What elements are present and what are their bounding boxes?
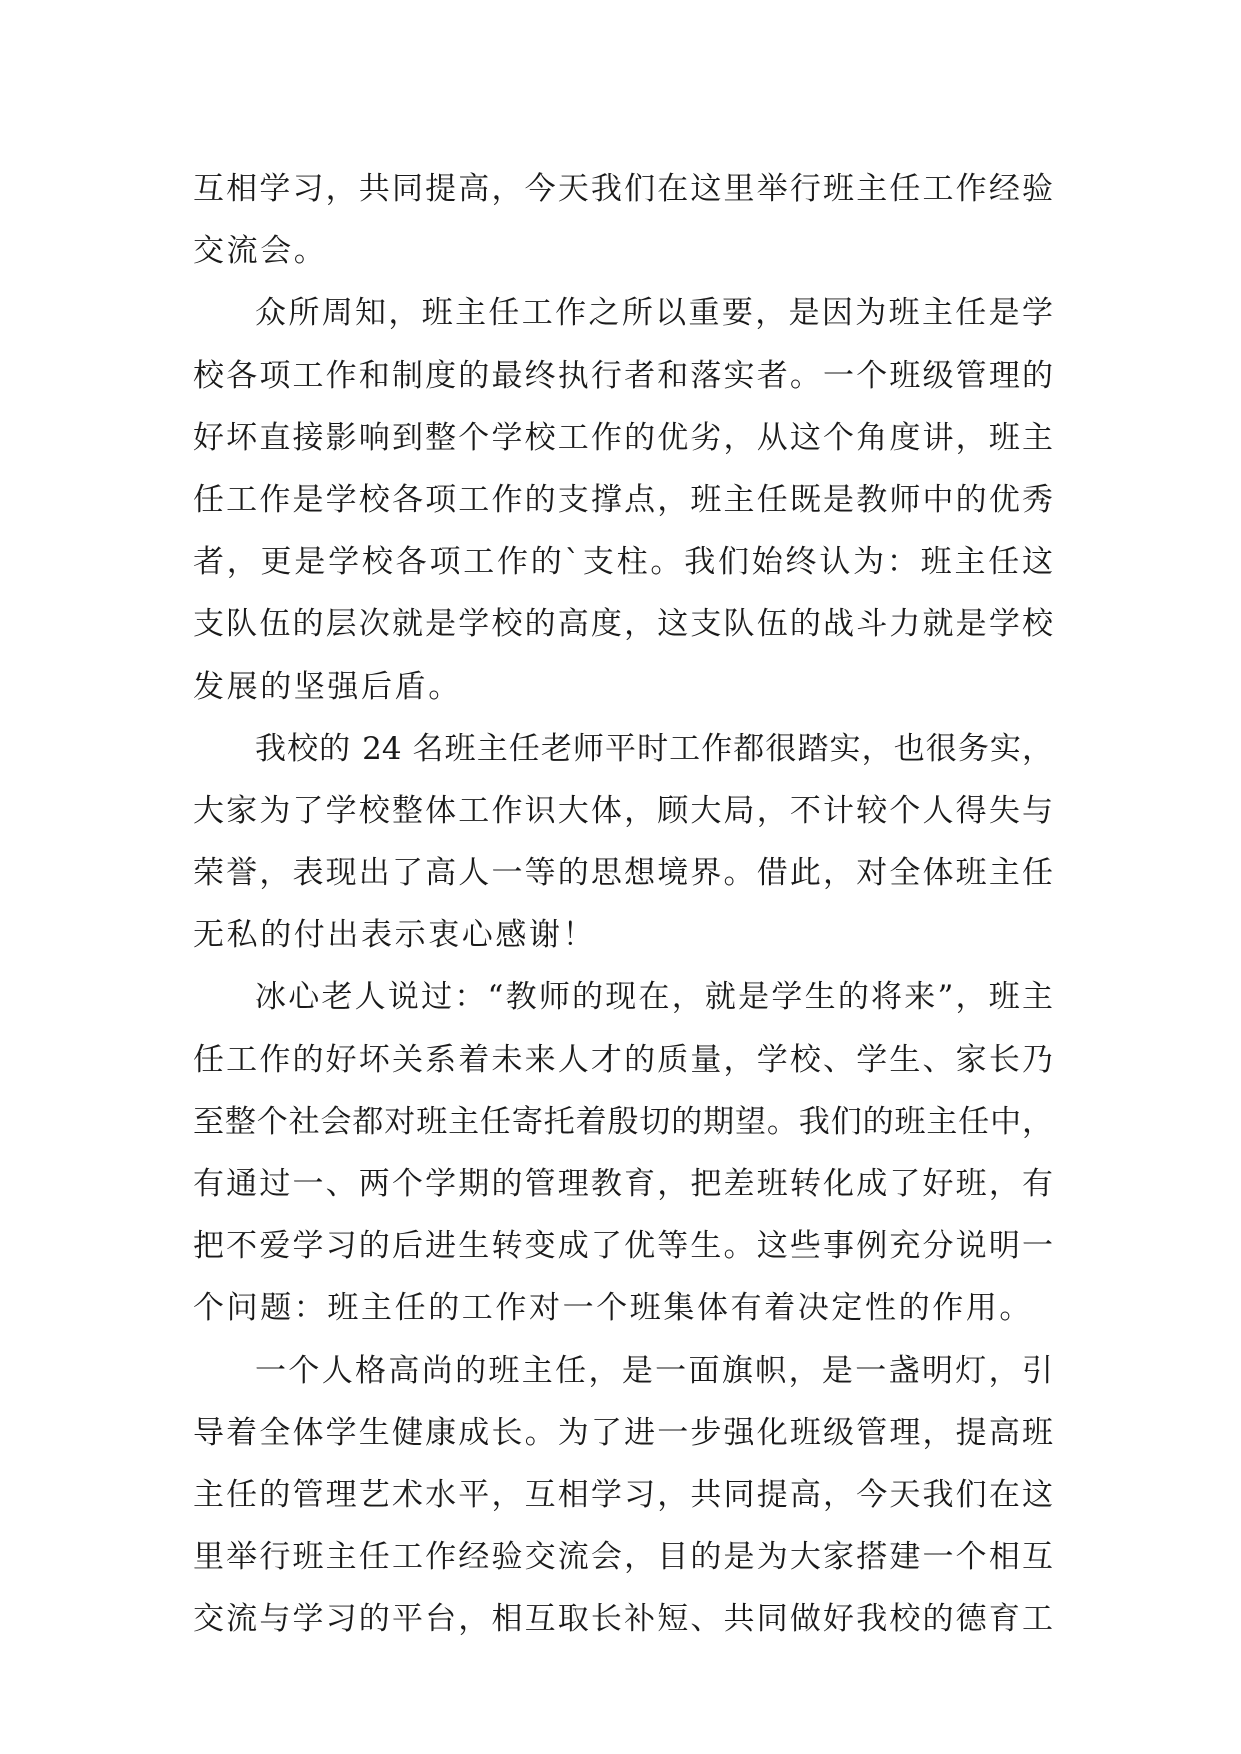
- text-line: 里举行班主任工作经验交流会，目的是为大家搭建一个相互: [193, 1539, 1053, 1576]
- paragraph-first-line: 一个人格高尚的班主任，是一面旗帜，是一盏明灯，引: [255, 1352, 1053, 1389]
- text-line: 主任的管理艺术水平，互相学习，共同提高，今天我们在这: [193, 1476, 1053, 1513]
- text-line: 交流与学习的平台，相互取长补短、共同做好我校的德育工: [193, 1601, 1053, 1638]
- text-line: 校各项工作和制度的最终执行者和落实者。一个班级管理的: [193, 357, 1053, 394]
- document-body: [193, 158, 1053, 1651]
- text-line: 任工作是学校各项工作的支撑点，班主任既是教师中的优秀: [193, 481, 1053, 518]
- text-line: 任工作的好坏关系着未来人才的质量，学校、学生、家长乃: [193, 1041, 1053, 1078]
- text-line: 把不爱学习的后进生转变成了优等生。这些事例充分说明一: [193, 1228, 1053, 1265]
- text-line: 个问题：班主任的工作对一个班集体有着决定性的作用。: [193, 1290, 1033, 1327]
- text-line: 交流会。: [193, 233, 328, 270]
- text-line: 荣誉，表现出了高人一等的思想境界。借此，对全体班主任: [193, 855, 1053, 892]
- text-line: 有通过一、两个学期的管理教育，把差班转化成了好班，有: [193, 1166, 1053, 1202]
- paragraph-first-line: 冰心老人说过：“教师的现在，就是学生的将来”，班主: [255, 979, 1053, 1016]
- text-line: 大家为了学校整体工作识大体，顾大局，不计较个人得失与: [193, 792, 1053, 829]
- text-line: 无私的付出表示衷心感谢！: [193, 917, 597, 954]
- paragraph-first-line: 众所周知，班主任工作之所以重要，是因为班主任是学: [255, 295, 1053, 332]
- text-line: 互相学习，共同提高，今天我们在这里举行班主任工作经验: [193, 171, 1053, 207]
- text-line: 支队伍的层次就是学校的高度，这支队伍的战斗力就是学校: [193, 606, 1053, 643]
- text-line: 至整个社会都对班主任寄托着殷切的期望。我们的班主任中，: [193, 1103, 1053, 1140]
- text-line: 好坏直接影响到整个学校工作的优劣，从这个角度讲，班主: [193, 419, 1053, 456]
- text-line: 者，更是学校各项工作的`支柱。我们始终认为：班主任这: [193, 544, 1053, 581]
- paragraph-first-line: 我校的 24 名班主任老师平时工作都很踏实，也很务实，: [255, 730, 1053, 767]
- text-line: 导着全体学生健康成长。为了进一步强化班级管理，提高班: [193, 1414, 1053, 1451]
- text-line: 发展的坚强后盾。: [193, 668, 462, 705]
